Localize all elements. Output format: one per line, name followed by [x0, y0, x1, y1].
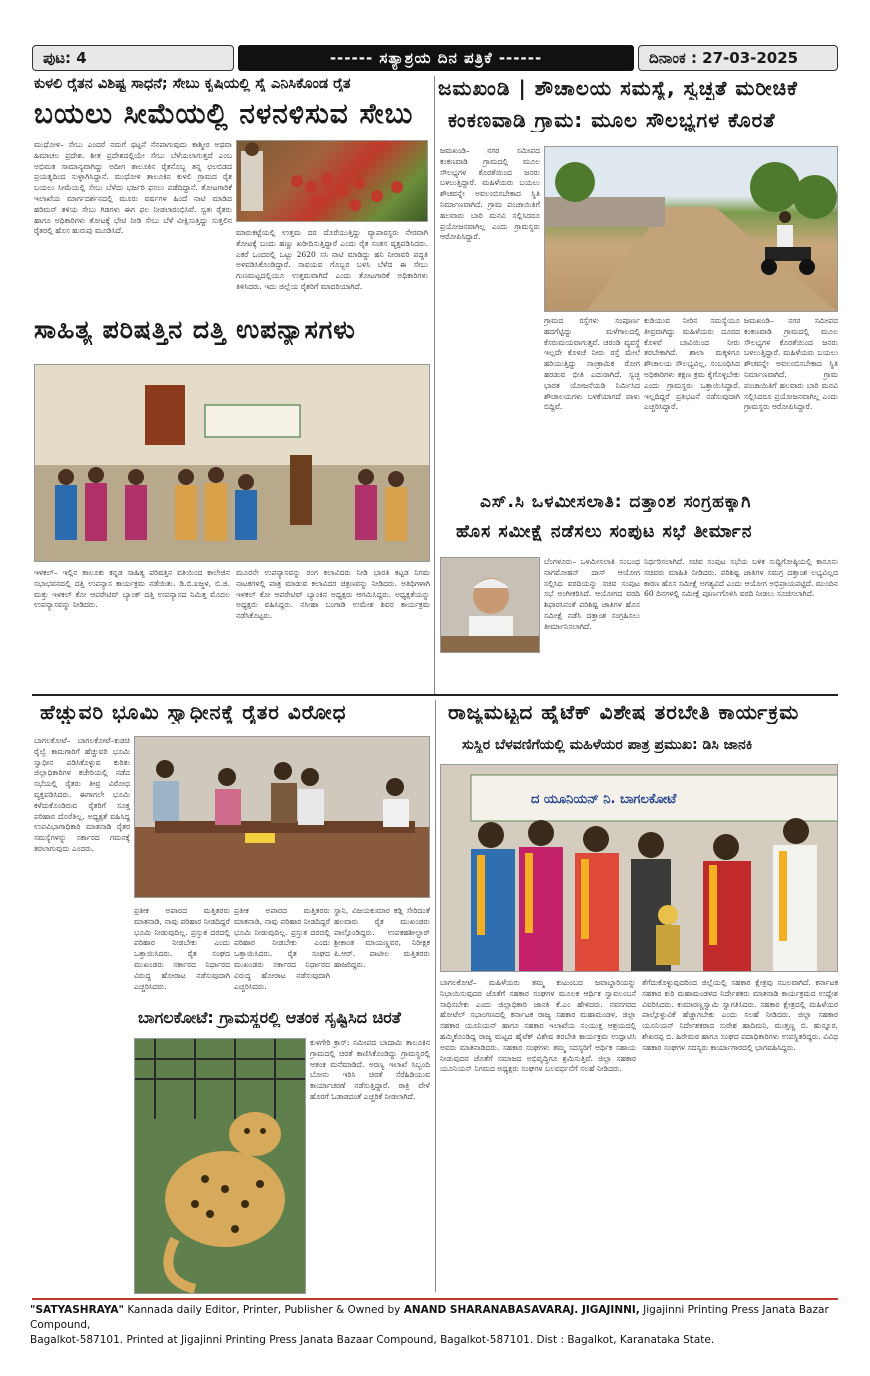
sc-body-col2: ನಿರ್ಧರಿಸಲಾಗಿದೆ. ಸಚಿವ ಸಂಪುಟ ಸಭೆಯ ಬಳಿಕ ಸುದ್ದಿಗೋಷ್ಠಿಯಲ್ಲಿ ಕಾನೂನು ಸಚಿವರು ಮಾಹಿತಿ ನೀಡಿದರು. ಪರಿಶಿಷ್ಟ ಜಾತಿಗಳ ಸಮಗ್ರ ದತ್ತಾಂಶ ಲಭ್ಯವಿಲ್ಲದ ಕಾರಣ ಹೊಸ ಸಮೀಕ್ಷೆ ಅಗತ್ಯವಿದೆ ಎಂದು ಆಯೋಗ ಅಭಿಪ್ರಾಯಪಟ್ಟಿದೆ. ಮುಂದಿನ 60 ದಿನಗಳಲ್ಲಿ ಸಮೀಕ್ಷೆ ಪೂರ್ಣಗೊಳಿಸಿ ವರದಿ ನೀಡಲು ಸೂಚಿಸಲಾಗಿದೆ. — [644, 557, 838, 599]
toilet-body-col4: ಜಮಖಂಡಿ– ನಗರ ಸಮೀಪದ ಕಂಕಣವಾಡಿ ಗ್ರಾಮದಲ್ಲಿ ಮೂಲ ಸೌಲಭ್ಯಗಳ ಕೊರತೆಯಿಂದ ಜನರು ಬಳಲುತ್ತಿದ್ದಾರೆ. ಮಹಿಳೆಯರು ಬಯಲು ಶೌಚವನ್ನೇ ಅವಲಂಬಿಸಬೇಕಾದ ಸ್ಥಿತಿ ನಿರ್ಮಾಣವಾಗಿದೆ. ಗ್ರಾಮ ಪಂಚಾಯಿತಿಗೆ ಹಲವಾರು ಬಾರಿ ಮನವಿ ಸಲ್ಲಿಸಿದರೂ ಪ್ರಯೋಜನವಾಗಿಲ್ಲ ಎಂದು ಗ್ರಾಮಸ್ಥರು ಆರೋಪಿಸಿದ್ದಾರೆ. — [744, 316, 838, 412]
footer-line2: Bagalkot-587101. Printed at Jigajinni Printing Press Janata Bazaar Compound, Bagalkot-587101. Dist : Bagalkot, Karanataka State. — [30, 1334, 715, 1346]
apple-kicker: ಕುಳಲಿ ರೈತನ ವಿಶಿಷ್ಟ ಸಾಧನೆ; ಸೇಬು ಕೃಷಿಯಲ್ಲಿ ಸೈ ಎನಿಸಿಕೊಂಡ ರೈತ — [34, 76, 351, 92]
leopard-photo — [134, 1038, 306, 1294]
leopard-headline: ಬಾಗಲಕೋಟೆ: ಗ್ರಾಮಸ್ಥರಲ್ಲಿ ಆತಂಕ ಸೃಷ್ಟಿಸಿದ ಚಿರತೆ — [138, 1008, 401, 1027]
road-photo-art — [545, 147, 838, 312]
training-banner-text: ದ ಯೂನಿಯನ್ ನಿ. ಬಾಗಲಕೋಟೆ — [531, 792, 677, 807]
sc-body-col1: ಬೆಂಗಳೂರು– ಒಳಮೀಸಲಾತಿ ಸಂಬಂಧ ನಾಗಮೋಹನ್ ದಾಸ್ ಆಯೋಗ ಸಲ್ಲಿಸಿದ ವರದಿಯನ್ನು ಸಚಿವ ಸಂಪುಟ ಸಭೆ ಅಂಗೀಕರಿಸಿದೆ. ಆಯೋಗದ ವರದಿ ಶಿಫಾರಸಿನಂತೆ ಪರಿಶಿಷ್ಟ ಜಾತಿಗಳ ಹೊಸ ಸಮೀಕ್ಷೆ ನಡೆಸಿ ದತ್ತಾಂಶ ಸಂಗ್ರಹಿಸಲು ತೀರ್ಮಾನಿಸಲಾಗಿದೆ. — [544, 557, 640, 631]
sc-headline-1: ಎಸ್.ಸಿ ಒಳಮೀಸಲಾತಿ: ದತ್ತಾಂಶ ಸಂಗ್ರಹಕ್ಕಾಗಿ — [480, 492, 752, 512]
apple-farm-photo — [236, 140, 428, 222]
page-number-label: ಪುಟ: 4 — [32, 45, 234, 71]
footer-rule — [32, 1298, 838, 1300]
training-photo-art — [441, 765, 838, 972]
sahitya-headline: ಸಾಹಿತ್ಯ ಪರಿಷತ್ತಿನ ದತ್ತಿ ಉಪನ್ಯಾಸಗಳು — [34, 315, 356, 344]
sahitya-photo-art — [35, 365, 430, 562]
apple-body-col2: ಮಾರುಕಟ್ಟೆಯಲ್ಲಿ ಉತ್ತಮ ದರ ದೊರೆಯುತ್ತಿದ್ದು ವ್ಯಾಪಾರಸ್ಥರು ನೇರವಾಗಿ ತೋಟಕ್ಕೆ ಬಂದು ಹಣ್ಣು ಖರೀದಿಸುತ್ತಿದ್ದಾರೆ ಎಂದು ರೈತ ಸಂತಸ ವ್ಯಕ್ತಪಡಿಸಿದರು. ಎಕರೆ ಒಂದರಲ್ಲಿ ಒಟ್ಟು 2620 ಸಸಿ ನಾಟಿ ಮಾಡಿದ್ದು ಹನಿ ನೀರಾವರಿ ಪದ್ಧತಿ ಅಳವಡಿಸಿಕೊಂಡಿದ್ದಾರೆ. ಸಾವಯವ ಗೊಬ್ಬರ ಬಳಸಿ ಬೆಳೆದ ಈ ಸೇಬು ಗುಣಮಟ್ಟದಲ್ಲಿಯೂ ಉತ್ತಮವಾಗಿದೆ ಎಂದು ತೋಟಗಾರಿಕೆ ಅಧಿಕಾರಿಗಳು ತಿಳಿಸಿದರು. ಇದು ಜಿಲ್ಲೆಯ ರೈತರಿಗೆ ಮಾದರಿಯಾಗಿದೆ. — [236, 228, 428, 291]
footer-line1b: Jigajinni Printing Press Janata Bazar Compound, — [30, 1304, 829, 1331]
column-divider-top — [434, 76, 435, 696]
section-divider — [32, 694, 838, 696]
minister-photo — [440, 557, 540, 653]
training-event-photo — [440, 764, 838, 972]
footer-owner: ANAND SHARANABASAVARAJ. JIGAJINNI, — [403, 1304, 640, 1316]
toilet-body-col2: ಗ್ರಾಮದ ರಸ್ತೆಗಳು ಸಂಪೂರ್ಣ ಹದಗೆಟ್ಟಿದ್ದು ಮಳೆಗಾಲದಲ್ಲಿ ಕೆಸರುಮಯವಾಗುತ್ತವೆ. ಚರಂಡಿ ವ್ಯವಸ್ಥೆ ಇಲ್ಲದೇ ಕೊಳಚೆ ನೀರು ರಸ್ತೆ ಮೇಲೆ ಹರಿಯುತ್ತಿದ್ದು ಸಾಂಕ್ರಾಮಿಕ ರೋಗ ಹರಡುವ ಭೀತಿ ಎದುರಾಗಿದೆ. ಸ್ವಚ್ಛ ಭಾರತ ಯೋಜನೆಯಡಿ ನಿರ್ಮಿಸಿದ ಶೌಚಾಲಯಗಳು ಬಳಕೆಯಾಗದೆ ಪಾಳು ಬಿದ್ದಿವೆ. — [544, 316, 640, 412]
footer-brand: "SATYASHRAYA" — [30, 1304, 124, 1316]
paper-name-banner: ------ ಸತ್ಯಾಶ್ರಯ ದಿನ ಪತ್ರಿಕೆ ------ — [238, 45, 634, 71]
sahitya-body-col2: ಮೂರನೇ ಉಪನ್ಯಾಸವನ್ನು ರಂಗ ಕಲಾವಿದರು ನೀಡಿ ಭಾರತಿ ಕಟ್ಟಡ ನಿಗಮ ನಾಟಕಗಳಲ್ಲಿ ಪಾತ್ರ ಮಾಡುವ ಕಲಾವಿದರ ಚಿತ್ರಣವನ್ನು ನೀಡಿದರು. ಅತಿಥಿಗಳಾಗಿ ಇಳಕಲ್ ಕೋ ಆಪರೇಟಿವ್ ಬ್ಯಾಂಕಿನ ಅಧ್ಯಕ್ಷರು ಆಗಮಿಸಿದ್ದರು. ಅಧ್ಯಕ್ಷತೆಯನ್ನು ಅಧ್ಯಕ್ಷರು ವಹಿಸಿದ್ದರು. ನಸೀಹಾ ಬಂಗಾಡಿ ಉಮೇಶ ಶಿವರ ಕಾರ್ಯಕ್ರಮ ನಡೆಸಿಕೊಟ್ಟರು. — [236, 568, 430, 621]
toilet-headline-1: ಜಮಖಂಡಿ | ಶೌಚಾಲಯ ಸಮಸ್ಯೆ, ಸ್ವಚ್ಛತೆ ಮರೀಚಿಕೆ — [438, 76, 798, 100]
toilet-body-col3: ಕುಡಿಯುವ ನೀರಿನ ಸಮಸ್ಯೆಯೂ ತೀವ್ರವಾಗಿದ್ದು ಮಹಿಳೆಯರು ದೂರದ ಕೊಳವೆ ಬಾವಿಯಿಂದ ನೀರು ತರಬೇಕಾಗಿದೆ. ಶಾಲಾ ಮಕ್ಕಳಿಗೂ ಶೌಚಾಲಯ ಸೌಲಭ್ಯವಿಲ್ಲ. ಸಂಬಂಧಿಸಿದ ಅಧಿಕಾರಿಗಳು ತಕ್ಷಣ ಕ್ರಮ ಕೈಗೊಳ್ಳಬೇಕು ಎಂದು ಗ್ರಾಮಸ್ಥರು ಒತ್ತಾಯಿಸಿದ್ದಾರೆ. ಇಲ್ಲದಿದ್ದರೆ ಪ್ರತಿಭಟನೆ ನಡೆಸುವುದಾಗಿ ಎಚ್ಚರಿಸಿದ್ದಾರೆ. — [644, 316, 740, 412]
leopard-photo-art — [135, 1039, 306, 1294]
apple-photo-art — [237, 141, 428, 222]
village-road-photo — [544, 146, 838, 312]
training-body-col1: ಬಾಗಲಕೋಟೆ– ಮಹಿಳೆಯರು ತಮ್ಮ ಕುಟುಂಬದ ಜವಾಬ್ದಾರಿಯನ್ನು ನಿಭಾಯಿಸುವುದರ ಜೊತೆಗೆ ಸಹಕಾರ ಸಂಘಗಳ ಮೂಲಕ ಆರ್ಥಿಕ ಸ್ವಾವಲಂಬನೆ ಸಾಧಿಸಬೇಕು ಎಂದು ಜಿಲ್ಲಾಧಿಕಾರಿ ಜಾನಕಿ ಕೆ.ಎಂ ಹೇಳಿದರು. ನವನಗರದ ಹೋಟೆಲ್ ಸಭಾಂಗಣದಲ್ಲಿ ಕರ್ನಾಟಕ ರಾಜ್ಯ ಸಹಕಾರ ಮಹಾಮಂಡಳ, ಜಿಲ್ಲಾ ಸಹಕಾರ ಯೂನಿಯನ್ ಹಾಗೂ ಸಹಕಾರ ಇಲಾಖೆಯ ಸಂಯುಕ್ತ ಆಶ್ರಯದಲ್ಲಿ ಹಮ್ಮಿಕೊಂಡಿದ್ದ ರಾಜ್ಯ ಮಟ್ಟದ ಹೈಟೆಕ್ ವಿಶೇಷ ತರಬೇತಿ ಕಾರ್ಯಕ್ರಮ ಉದ್ಘಾಟಿಸಿ ಅವರು ಮಾತನಾಡಿದರು. ಸಹಕಾರ ಸಂಘಗಳು ತಮ್ಮ ಸದಸ್ಯರಿಗೆ ಆರ್ಥಿಕ ಸಹಾಯ ನೀಡುವುದರ ಜೊತೆಗೆ ಸಮಾಜದ ಅಭಿವೃದ್ಧಿಗೂ ಶ್ರಮಿಸುತ್ತಿವೆ. ಜಿಲ್ಲಾ ಸಹಕಾರ ಯೂನಿಯನ್ ನಿಗಮದ ಅಧ್ಯಕ್ಷರು ಸಂಘಗಳ ಬಲವರ್ಧನೆಗೆ ಸಲಹೆ ನೀಡಿದರು. — [440, 978, 636, 1074]
sc-headline-2: ಹೊಸ ಸಮೀಕ್ಷೆ ನಡೆಸಲು ಸಂಪುಟ ಸಭೆ ತೀರ್ಮಾನ — [456, 522, 753, 542]
training-body-col2: ತೆಗೆದುಕೊಳ್ಳುವುದರಿಂದ ಜಿಲ್ಲೆಯಲ್ಲಿ ಸಹಕಾರ ಕ್ಷೇತ್ರವು ಸಬಲವಾಗಿದೆ. ಕರ್ನಾಟಕ ಸಹಕಾರ ಕುರಿ ಮಹಾಮಂಡಳದ ನಿರ್ದೇಶಕರು ಮಾತನಾಡಿ ಕಾರ್ಯಕ್ರಮದ ಉದ್ದೇಶ ವಿವರಿಸಿದರು. ಕುಮಾರಣ್ಣಸ್ವಾಮಿ ಸ್ವಾಗತಿಸಿದರು. ಸಹಕಾರ ಕ್ಷೇತ್ರದಲ್ಲಿ ಮಹಿಳೆಯರ ಪಾಲ್ಗೊಳ್ಳುವಿಕೆ ಹೆಚ್ಚಾಗಬೇಕು ಎಂದು ಸಲಹೆ ನೀಡಿದರು. ಜಿಲ್ಲಾ ಸಹಕಾರ ಯೂನಿಯನ್ ನಿರ್ದೇಶಕರಾದ ಸುರೇಶ ಹಾದಿಮನಿ, ಮುತ್ತಣ್ಣ ಬಿ. ಹುನ್ನೂರ, ಶೇಖರಪ್ಪ ಬಿ. ಹಿರೇಮಠ ಹಾಗೂ ಸಂಘದ ಪದಾಧಿಕಾರಿಗಳು ಉಪಸ್ಥಿತರಿದ್ದರು. ವಿವಿಧ ಸಹಕಾರ ಸಂಘಗಳ ಸದಸ್ಯರು ಕಾರ್ಯಾಗಾರದಲ್ಲಿ ಭಾಗವಹಿಸಿದ್ದರು. — [642, 978, 838, 1052]
imprint-footer — [30, 1303, 842, 1348]
apple-body-col1: ಮುಧೋಳ– ಸೇಬು ಎಂದರೆ ನಮಗೆ ಥಟ್ಟನೆ ನೆನಪಾಗುವುದು ಕಾಶ್ಮೀರ ಅಥವಾ ಹಿಮಾಚಲ ಪ್ರದೇಶ. ಶೀತ ಪ್ರದೇಶದಲ್ಲಿಯೇ ಸೇಬು ಬೆಳೆಯಲಾಗುತ್ತದೆ ಎಂಬ ಅಭಿಮತ ಸಾಮಾನ್ಯವಾಗಿದ್ದು ಅದೀಗ ತಾಲೂಕಿನ ರೈತನೊಬ್ಬ ತನ್ನ ಛಲಬಿಡದ ಪ್ರಯತ್ನದಿಂದ ಸುಳ್ಳಾಗಿಸಿದ್ದಾನೆ. ಮುಧೋಳ ತಾಲೂಕಿನ ಕುಳಲಿ ಗ್ರಾಮದ ರೈತ ಬಯಲು ಸೀಮೆಯಲ್ಲಿ ಸೇಬು ಬೆಳೆದು ಭರ್ಜರಿ ಫಸಲು ಪಡೆದಿದ್ದಾನೆ. ತೋಟಗಾರಿಕೆ ಇಲಾಖೆಯ ಮಾರ್ಗದರ್ಶನದಲ್ಲಿ ಮೂರು ವರ್ಷಗಳ ಹಿಂದೆ ನಾಟಿ ಮಾಡಿದ ಹರಿಮನ್ ತಳಿಯ ಸೇಬು ಗಿಡಗಳು ಈಗ ಫಲ ನೀಡಲಾರಂಭಿಸಿವೆ. ಸ್ವತಃ ರೈತರು ಹಾಗೂ ಅಧಿಕಾರಿಗಳು ತೋಟಕ್ಕೆ ಭೇಟಿ ನೀಡಿ ಸೇಬು ಬೆಳೆ ವೀಕ್ಷಿಸುತ್ತಿದ್ದು ಸುತ್ತಲಿನ ರೈತರಲ್ಲಿ ಹೊಸ ಹುರುಪು ಮೂಡಿಸಿದೆ. — [34, 140, 232, 236]
minister-photo-art — [441, 558, 540, 653]
land-body-col4: ಸ್ಥಾನಿ, ವಿಜಯಕುಮಾರ ಕಡ್ಲಿ ಸೇರಿದಂತೆ ಹಲವಾರು ರೈತ ಮುಖಂಡರು ಪಾಲ್ಗೊಂಡಿದ್ದರು. ಉಪತಹಶೀಲ್ದಾರ್ ಶ್ರೀಕಾಂತ ಮಾಯಣ್ಣವರ, ನಿರೀಕ್ಷಕ ಪಿ.ಆರ್. ಪಾಟೀಲ ಮತ್ತಿತರರು ಹಾಜರಿದ್ದರು. — [334, 906, 430, 969]
footer-line1: Kannada daily Editor, Printer, Publisher & Owned by — [123, 1304, 404, 1316]
meeting-photo-art — [135, 737, 430, 898]
apple-headline: ಬಯಲು ಸೀಮೆಯಲ್ಲಿ ನಳನಳಿಸುವ ಸೇಬು — [34, 97, 414, 130]
toilet-body-col1: ಜಮಖಂಡಿ– ನಗರ ಸಮೀಪದ ಕಂಕಣವಾಡಿ ಗ್ರಾಮದಲ್ಲಿ ಮೂಲ ಸೌಲಭ್ಯಗಳ ಕೊರತೆಯಿಂದ ಜನರು ಬಳಲುತ್ತಿದ್ದಾರೆ. ಮಹಿಳೆಯರು ಬಯಲು ಶೌಚವನ್ನೇ ಅವಲಂಬಿಸಬೇಕಾದ ಸ್ಥಿತಿ ನಿರ್ಮಾಣವಾಗಿದೆ. ಗ್ರಾಮ ಪಂಚಾಯಿತಿಗೆ ಹಲವಾರು ಬಾರಿ ಮನವಿ ಸಲ್ಲಿಸಿದರೂ ಪ್ರಯೋಜನವಾಗಿಲ್ಲ ಎಂದು ಗ್ರಾಮಸ್ಥರು ಆರೋಪಿಸಿದ್ದಾರೆ. — [440, 146, 540, 242]
land-body-col2: ಪ್ರತೀಕ ಅಪಾರದ ಮತ್ತಿತರರು ಮಾತನಾಡಿ, ನಾವು ಪರಿಹಾರ ನೀಡದಿದ್ದರೆ ಭೂಮಿ ನೀಡುವುದಿಲ್ಲ. ಪ್ರಸ್ತುತ ದರದಲ್ಲಿ ಪರಿಹಾರ ನೀಡಬೇಕು ಎಂದು ಒತ್ತಾಯಿಸಿದರು. ರೈತ ಸಂಘದ ಮುಖಂಡರು ಸರ್ಕಾರದ ನಿರ್ಧಾರದ ವಿರುದ್ಧ ಹೋರಾಟ ನಡೆಸುವುದಾಗಿ ಎಚ್ಚರಿಸಿದರು. — [134, 906, 230, 991]
land-body-col1: ಬಾಗಲಕೋಟೆ– ಬಾಗಲಕೋಟೆ–ಕುಡಚಿ ರೈಲ್ವೆ ಕಾಮಗಾರಿಗೆ ಹೆಚ್ಚುವರಿ ಭೂಮಿ ಸ್ವಾಧೀನ ಪಡಿಸಿಕೊಳ್ಳುವ ಕುರಿತು ಜಿಲ್ಲಾಧಿಕಾರಿಗಳ ಕಚೇರಿಯಲ್ಲಿ ನಡೆದ ಸಭೆಯಲ್ಲಿ ರೈತರು ತೀವ್ರ ವಿರೋಧ ವ್ಯಕ್ತಪಡಿಸಿದರು. ಈಗಾಗಲೇ ಭೂಮಿ ಕಳೆದುಕೊಂಡಿರುವ ರೈತರಿಗೆ ಸೂಕ್ತ ಪರಿಹಾರ ದೊರೆತಿಲ್ಲ. ಅಧ್ಯಕ್ಷತೆ ವಹಿಸಿದ್ದ ಉಪವಿಭಾಗಾಧಿಕಾರಿ ಮಾತನಾಡಿ ರೈತರ ಸಮಸ್ಯೆಗಳನ್ನು ಸರ್ಕಾರದ ಗಮನಕ್ಕೆ ತರಲಾಗುವುದು ಎಂದರು. — [34, 736, 130, 853]
meeting-photo — [134, 736, 430, 898]
date-label: ದಿನಾಂಕ : 27-03-2025 — [638, 45, 838, 71]
land-body-col3: ಪ್ರತೀಕ ಅಪಾರದ ಮತ್ತಿತರರು ಮಾತನಾಡಿ, ನಾವು ಪರಿಹಾರ ನೀಡದಿದ್ದರೆ ಭೂಮಿ ನೀಡುವುದಿಲ್ಲ. ಪ್ರಸ್ತುತ ದರದಲ್ಲಿ ಪರಿಹಾರ ನೀಡಬೇಕು ಎಂದು ಒತ್ತಾಯಿಸಿದರು. ರೈತ ಸಂಘದ ಮುಖಂಡರು ಸರ್ಕಾರದ ನಿರ್ಧಾರದ ವಿರುದ್ಧ ಹೋರಾಟ ನಡೆಸುವುದಾಗಿ ಎಚ್ಚರಿಸಿದರು. — [234, 906, 330, 991]
training-headline: ರಾಜ್ಯಮಟ್ಟದ ಹೈಟೆಕ್ ವಿಶೇಷ ತರಬೇತಿ ಕಾರ್ಯಕ್ರಮ — [448, 700, 800, 724]
training-subheadline: ಸುಸ್ಥಿರ ಬೆಳವಣಿಗೆಯಲ್ಲಿ ಮಹಿಳೆಯರ ಪಾತ್ರ ಪ್ರಮುಖ: ಡಿಸಿ ಜಾನಕಿ — [462, 737, 753, 753]
sahitya-event-photo — [34, 364, 430, 562]
column-divider-bottom — [435, 700, 436, 1292]
toilet-headline-2: ಕಂಕಣವಾಡಿ ಗ್ರಾಮ: ಮೂಲ ಸೌಲಭ್ಯಗಳ ಕೊರತೆ — [448, 108, 776, 132]
leopard-body: ಕುಳಗೇರಿ ಕ್ರಾಸ್: ಸಮೀಪದ ಬಾದಾಮಿ ತಾಲೂಕಿನ ಗ್ರಾಮದಲ್ಲಿ ಚಿರತೆ ಕಾಣಿಸಿಕೊಂಡಿದ್ದು ಗ್ರಾಮಸ್ಥರಲ್ಲಿ ಆತಂಕ ಮನೆಮಾಡಿದೆ. ಅರಣ್ಯ ಇಲಾಖೆ ಸಿಬ್ಬಂದಿ ಬೋನು ಇರಿಸಿ ಚಿರತೆ ಸೆರೆಹಿಡಿಯುವ ಕಾರ್ಯಾಚರಣೆ ನಡೆಸುತ್ತಿದ್ದಾರೆ. ರಾತ್ರಿ ವೇಳೆ ಹೊರಗೆ ಓಡಾಡದಂತೆ ಎಚ್ಚರಿಕೆ ನೀಡಲಾಗಿದೆ. — [310, 1038, 430, 1101]
land-headline: ಹೆಚ್ಚುವರಿ ಭೂಮಿ ಸ್ವಾಧೀನಕ್ಕೆ ರೈತರ ವಿರೋಧ — [40, 700, 347, 724]
sahitya-body-col1: ಇಳಕಲ್– ಇಲ್ಲಿನ ತಾಲೂಕು ಕನ್ನಡ ಸಾಹಿತ್ಯ ಪರಿಷತ್ತಿನ ವತಿಯಿಂದ ಕಾಲೇಜಿನ ಸಭಾಭವನದಲ್ಲಿ ದತ್ತಿ ಉಪನ್ಯಾಸ ಕಾರ್ಯಕ್ರಮ ನಡೆಯಿತು. ಡಿ.ಬಿ.ಐಜ್ಜಳ, ಬಿ.ಜಿ. ಮತ್ತು ಇಳಕಲ್ ಕೋ ಆಪರೇಟಿವ್ ಬ್ಯಾಂಕ್ ದತ್ತಿ ಉಪನ್ಯಾಸದ ನಿಮಿತ್ತ ಮೊದಲ ಉಪನ್ಯಾಸವನ್ನು ನೀಡಿದರು. — [34, 568, 230, 610]
